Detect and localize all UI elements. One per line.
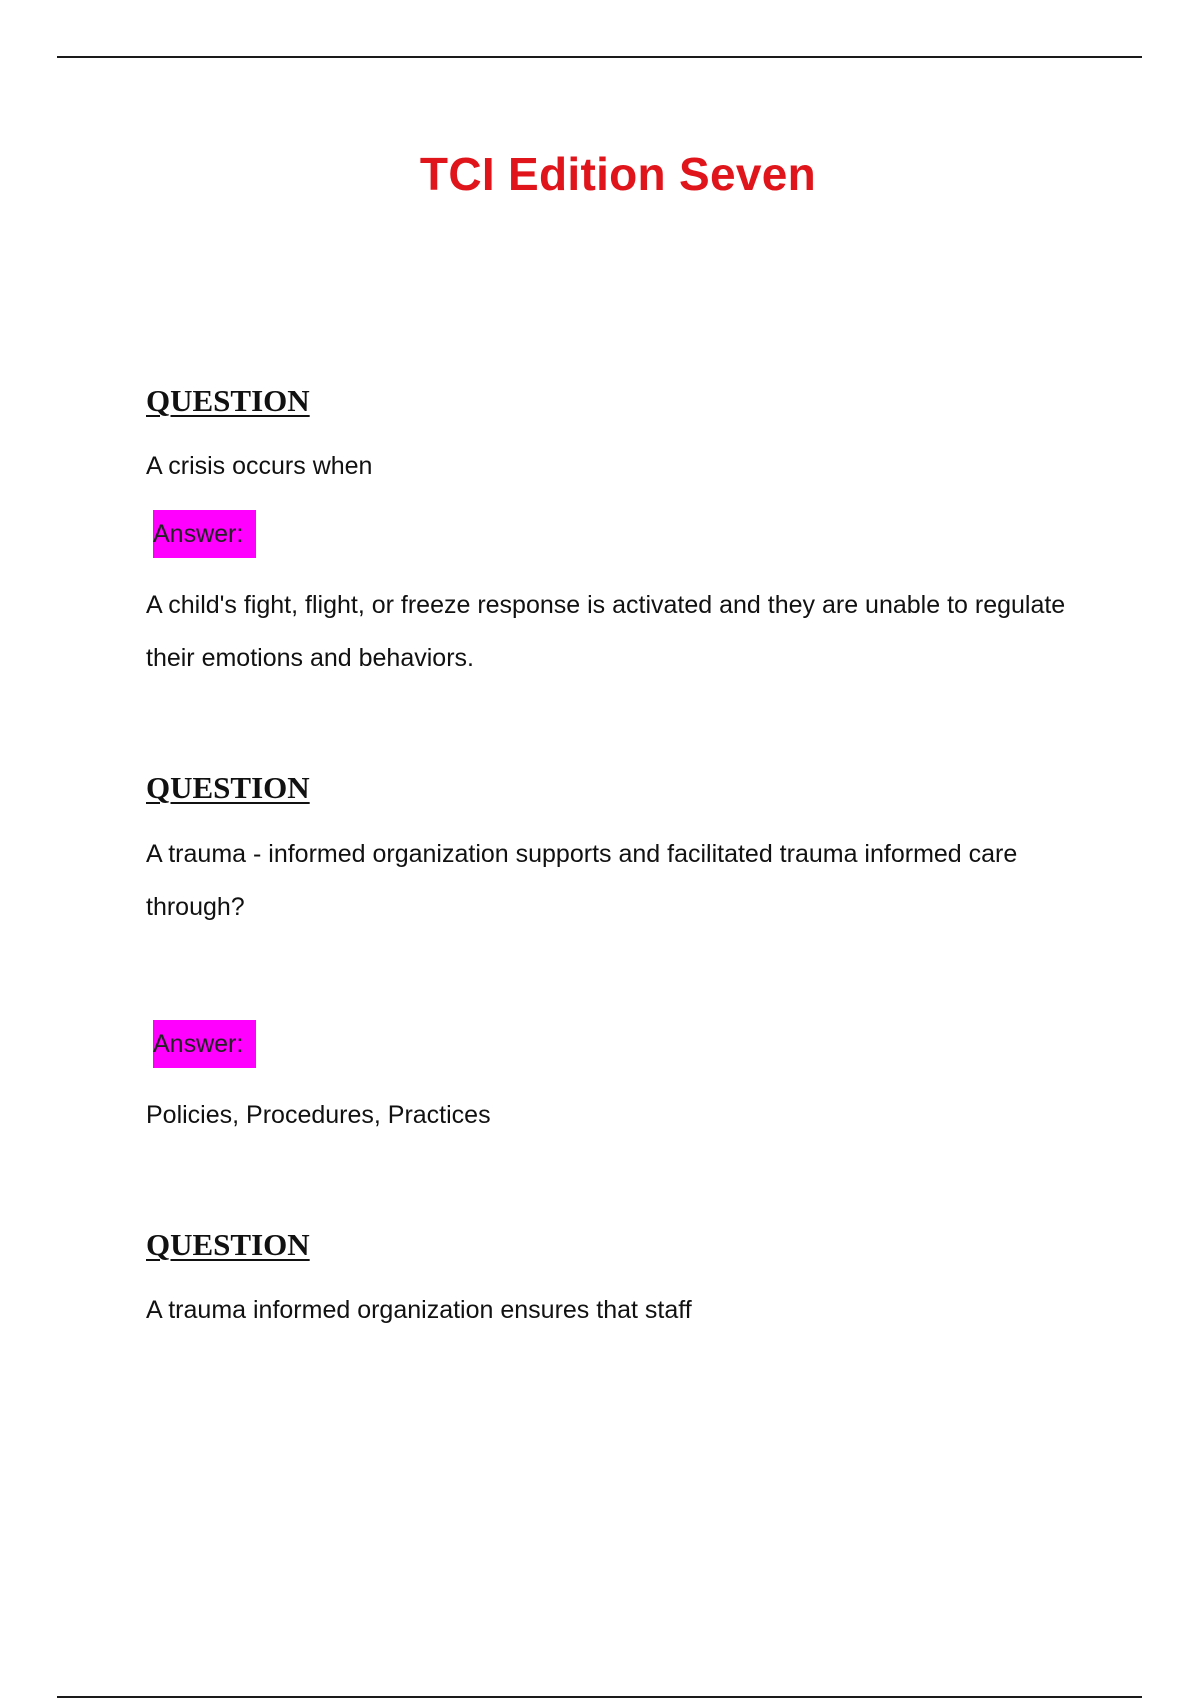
answer-text: A child's fight, flight, or freeze response is activated and they are unable to regulate their emotions and behaviors. (146, 591, 1066, 672)
question-prompt: A crisis occurs when (146, 452, 373, 480)
question-heading: QUESTION (146, 770, 310, 805)
answer-label: Answer: (153, 1020, 256, 1068)
answer-text: Policies, Procedures, Practices (146, 1101, 491, 1129)
question-prompt: A trauma - informed organization supports and facilitated trauma informed care through? (146, 840, 1018, 921)
document-title: TCI Edition Seven (419, 148, 817, 200)
top-rule (57, 56, 1142, 58)
answer-label: Answer: (153, 510, 256, 558)
question-heading: QUESTION (146, 1227, 310, 1262)
question-heading: QUESTION (146, 383, 310, 418)
bottom-rule (57, 1696, 1142, 1698)
question-prompt: A trauma informed organization ensures that staff (146, 1296, 692, 1324)
